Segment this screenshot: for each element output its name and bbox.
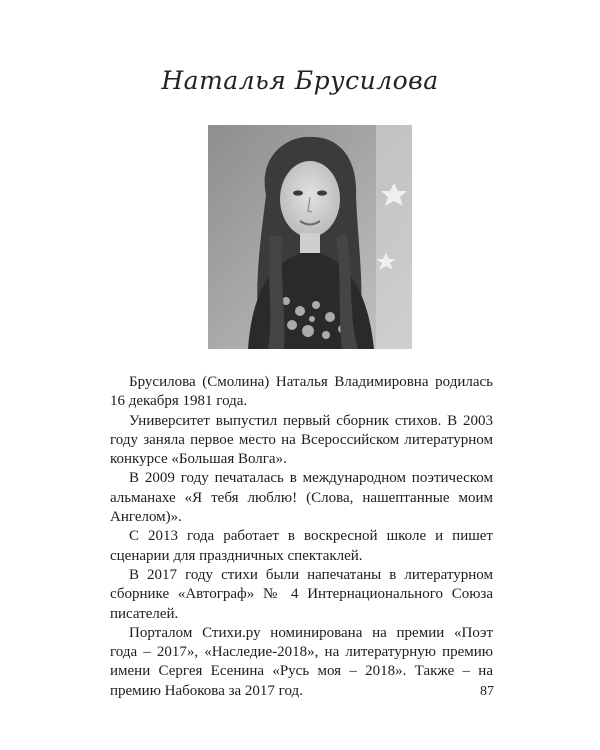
bio-paragraph: Университет выпустил первый сборник стихов. В 2003 году заняла первое место на Всероссийском литературном конкурсе «Большая Волга». xyxy=(110,412,493,468)
bio-paragraph: Брусилова (Смолина) Наталья Владимировна родилась 16 декабря 1981 года. xyxy=(110,374,493,410)
biography-text xyxy=(110,373,493,701)
bio-paragraph: С 2013 года работает в воскресной школе и пишет сценарии для праздничных спектаклей. xyxy=(110,528,493,564)
author-name-heading: Наталья Брусилова xyxy=(161,66,439,95)
bio-paragraph: В 2017 году стихи были напечатаны в литературном сборнике «Автограф» № 4 Интернационального Союза писателей. xyxy=(110,566,493,622)
author-portrait-photo xyxy=(208,125,412,349)
page-number: 87 xyxy=(480,684,494,699)
bio-paragraph: Порталом Стихи.ру номинирована на премии «Поэт года – 2017», «Наследие-2018», на литературную премию имени Сергея Есенина «Русь моя – 2018». Также – на премию Набокова за 2017 год. xyxy=(110,624,493,699)
bio-paragraph: В 2009 году печаталась в международном поэтическом альманахе «Я тебя люблю! (Слова, нашептанные моим Ангелом)». xyxy=(110,470,493,526)
portrait-image xyxy=(208,125,412,349)
